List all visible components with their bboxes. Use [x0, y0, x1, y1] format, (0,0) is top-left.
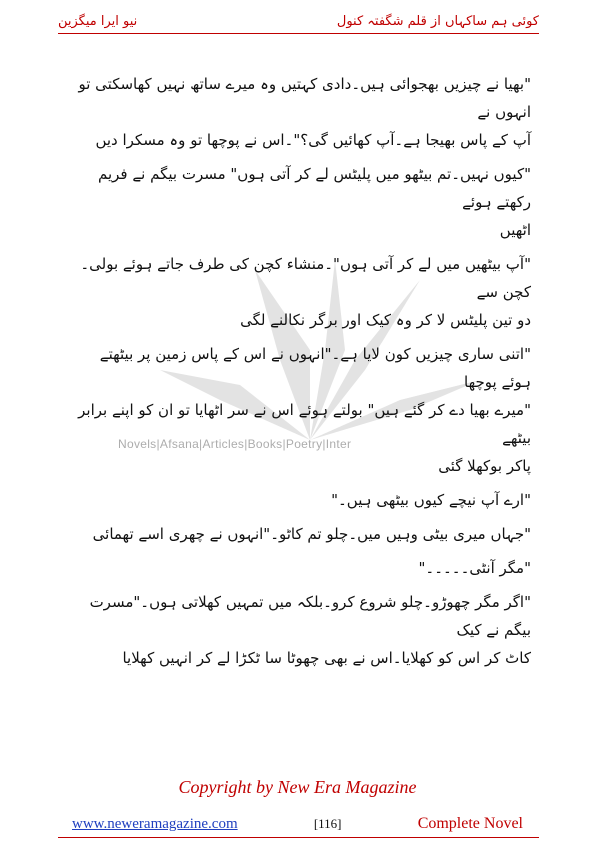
- novel-title: کوئی ہم ساکہاں از قلم شگفتہ کنول: [336, 13, 539, 29]
- paragraph-line: کاٹ کر اس کو کھلایا۔اس نے بھی چھوٹا سا ٹکڑا لے کر انہیں کھلایا: [122, 649, 531, 667]
- paragraph-line: "کیوں نہیں۔تم بیٹھو میں پلیٹس لے کر آتی ہوں" مسرت بیگم نے فریم رکھتے ہوئے: [97, 165, 531, 211]
- paragraph-line: اٹھیں: [499, 221, 531, 239]
- paragraph-line: "بھیا نے چیزیں بھجوائی ہیں۔دادی کہتیں وہ میرے ساتھ نہیں کھاسکتی تو انہوں نے: [78, 75, 531, 121]
- copyright-notice: Copyright by New Era Magazine: [178, 777, 417, 797]
- paragraph-line: پاکر بوکھلا گئی: [438, 457, 531, 475]
- website-link[interactable]: www.neweramagazine.com: [72, 815, 238, 832]
- header-divider: [58, 33, 539, 34]
- paragraph-line: "جہاں میری بیٹی وہیں میں۔چلو تم کاٹو۔"انہوں نے چھری اسے تھمائی: [92, 525, 531, 543]
- footer-divider: [58, 837, 539, 838]
- paragraph-line: "مگر آنٹی۔۔۔۔۔": [418, 559, 531, 577]
- watermark-text: Novels|Afsana|Articles|Books|Poetry|Inter: [118, 437, 352, 451]
- paragraph-line: "اتنی ساری چیزیں کون لایا ہے۔"انہوں نے اس کے پاس زمین پر بیٹھتے ہوئے پوچھا: [99, 345, 531, 391]
- page-footer: [72, 815, 523, 833]
- novel-type-label: Complete Novel: [417, 815, 523, 832]
- paragraph-line: "ارے آپ نیچے کیوں بیٹھی ہیں۔": [331, 491, 531, 509]
- paragraph-line: دو تین پلیٹس لا کر وہ کیک اور برگر نکالنے لگی: [240, 311, 531, 329]
- magazine-name: نیو ایرا میگزین: [58, 13, 138, 29]
- page-number: [116]: [313, 816, 342, 831]
- paragraph-line: "اگر مگر چھوڑو۔چلو شروع کرو۔بلکہ میں تمہیں کھلاتی ہوں۔"مسرت بیگم نے کیک: [89, 593, 531, 639]
- paragraph-line: آپ کے پاس بھیجا ہے۔آپ کھائیں گی؟"۔اس نے پوچھا تو وہ مسکرا دیں: [95, 131, 531, 149]
- paragraph-line: "میرے بھیا دے کر گئے ہیں" بولتے ہوئے اس نے سر اٹھایا تو ان کو اپنے برابر بیٹھے: [78, 401, 531, 447]
- paragraph-line: "آپ بیٹھیں میں لے کر آتی ہوں"۔منشاء کچن کی طرف جاتے ہوئے بولی۔کچن سے: [80, 255, 531, 301]
- page-header: [58, 10, 539, 32]
- story-text: [70, 70, 531, 672]
